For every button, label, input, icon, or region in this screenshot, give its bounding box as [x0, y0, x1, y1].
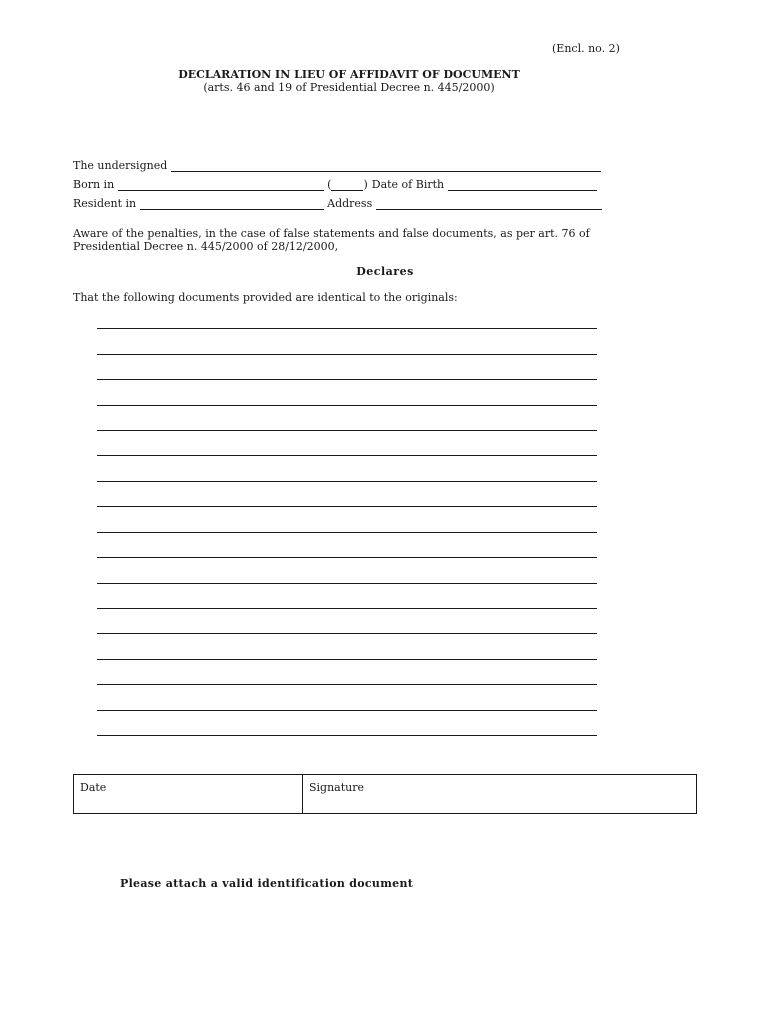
province-field[interactable]	[331, 178, 363, 191]
resident-in-label: Resident in	[73, 197, 137, 210]
document-line[interactable]	[97, 659, 597, 660]
document-line[interactable]	[97, 684, 597, 685]
document-line[interactable]	[97, 583, 597, 584]
document-line[interactable]	[97, 354, 597, 355]
document-line[interactable]	[97, 430, 597, 431]
document-line[interactable]	[97, 532, 597, 533]
undersigned-label: The undersigned	[73, 159, 168, 172]
signature-label: Signature	[309, 781, 365, 794]
residence-row	[73, 194, 605, 210]
document-line[interactable]	[97, 557, 597, 558]
document-line[interactable]	[97, 379, 597, 380]
birth-row	[73, 175, 600, 191]
born-in-field[interactable]	[118, 178, 324, 191]
address-label: Address	[327, 197, 373, 210]
enclosure-number: (Encl. no. 2)	[552, 42, 620, 55]
document-line[interactable]	[97, 710, 597, 711]
document-line[interactable]	[97, 328, 597, 329]
signature-cell[interactable]	[303, 775, 696, 813]
undersigned-field[interactable]	[171, 159, 601, 172]
undersigned-row	[73, 156, 604, 172]
declares-heading: Declares	[356, 265, 414, 278]
document-line[interactable]	[97, 481, 597, 482]
document-line[interactable]	[97, 735, 597, 736]
attach-id-note: Please attach a valid identification document	[120, 877, 414, 890]
born-in-label: Born in	[73, 178, 115, 191]
resident-in-field[interactable]	[140, 197, 324, 210]
date-signature-table	[73, 774, 697, 814]
date-of-birth-label: Date of Birth	[371, 178, 445, 191]
province-open: (	[327, 178, 332, 191]
date-cell[interactable]	[74, 775, 303, 813]
document-title: DECLARATION IN LIEU OF AFFIDAVIT OF DOCUMENT	[178, 68, 520, 81]
document-line[interactable]	[97, 608, 597, 609]
document-line[interactable]	[97, 633, 597, 634]
document-line[interactable]	[97, 405, 597, 406]
documents-intro: That the following documents provided are identical to the originals:	[73, 291, 458, 304]
date-of-birth-field[interactable]	[448, 178, 597, 191]
document-line[interactable]	[97, 506, 597, 507]
document-subtitle: (arts. 46 and 19 of Presidential Decree n. 445/2000)	[203, 81, 495, 94]
address-field[interactable]	[376, 197, 602, 210]
document-line[interactable]	[97, 455, 597, 456]
penalty-statement: Aware of the penalties, in the case of false statements and false documents, as per art. 76 of Presidential Decree n. 445/2000 of 28/12/2000,	[73, 227, 590, 253]
date-label: Date	[80, 781, 107, 794]
province-close: )	[363, 178, 368, 191]
